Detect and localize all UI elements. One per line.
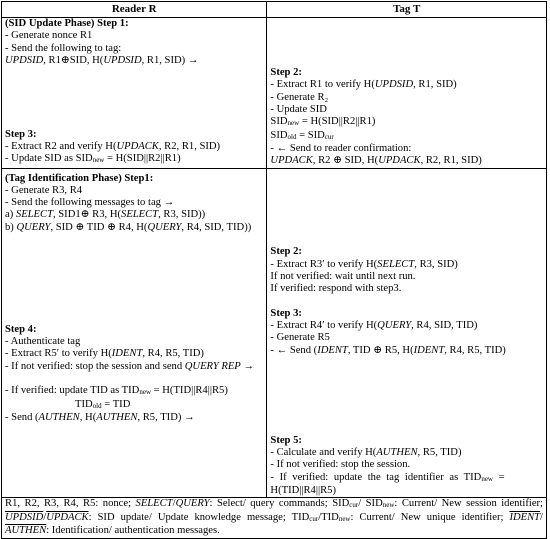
ident-reader-step1-line: - Send the following messages to tag → (5, 197, 175, 209)
ident-tag-step5-line: - Calculate and verify H(AUTHEN, R5, TID) (270, 447, 462, 459)
update-phase-row (2, 18, 547, 169)
update-reader-step1-line: - Generate nonce R1 (5, 30, 93, 42)
ident-reader-step4-line: TIDold = TID (75, 398, 131, 410)
update-phase-reader-cell (2, 18, 267, 169)
ident-tag-step3-line: - Generate R5 (270, 332, 330, 344)
update-reader-step1-line: - Send the following to tag: (5, 42, 122, 54)
footnote-row (2, 498, 547, 539)
ident-reader-step4-line: - Extract R5′ to verify H(IDENT, R4, R5, TID) (5, 348, 204, 360)
update-tag-step2-message: UPDACK, R2 ⊕ SID, H(UPDACK, R2, R1, SID) (270, 155, 482, 167)
update-reader-step3-title: Step 3: (5, 128, 37, 140)
update-tag-step2-line: - Generate R₂ (270, 91, 329, 103)
protocol-table-container (1, 1, 547, 537)
ident-tag-ident-message: - ← Send (IDENT, TID ⊕ R5, H(IDENT, R4, R5, TID) (270, 344, 506, 356)
ident-reader-step1-title: (Tag Identification Phase) Step1: (5, 172, 154, 184)
legend-footnote (2, 498, 547, 539)
ident-tag-step5-line: H(TID||R4||R5) (270, 484, 336, 496)
ident-phase-reader-cell (2, 168, 267, 498)
ident-tag-step2-line: - Extract R3′ to verify H(SELECT, R3, SID) (270, 258, 458, 270)
update-phase-tag-cell (267, 18, 547, 169)
update-tag-step2-line: SIDold = SIDcur (270, 129, 334, 141)
ident-reader-authen-message: - Send (AUTHEN, H(AUTHEN, R5, TID) → (5, 411, 195, 423)
legend-text: R1, R2, R3, R4, R5: nonce; SELECT/QUERY: Select/ query commands; SIDcur/ SIDnew: Current/ New session identifier; UPDSID/UPDACK: SID update/ Update knowledge message; TIDcur/TIDnew: Current/ New unique identifier; IDENT/ AUTHEN: Identification/ authentication messages. (5, 498, 543, 537)
ident-reader-query-message: b) QUERY, SID ⊕ TID ⊕ R4, H(QUERY, R4, SID, TID)) (5, 221, 252, 233)
header-row (2, 2, 547, 18)
ident-tag-step5-line: - If not verified: stop the session. (270, 459, 411, 471)
ident-tag-step2-line: If not verified: wait until next run. (270, 270, 416, 282)
update-reader-step1-title: (SID Update Phase) Step 1: (5, 18, 129, 29)
ident-reader-step4-line: - If not verified: stop the session and send QUERY REP → (5, 360, 255, 372)
update-tag-step2-line: - Extract R1 to verify H(UPDSID, R1, SID) (270, 79, 457, 91)
ident-reader-step1-line: - Generate R3, R4 (5, 184, 83, 196)
ident-reader-step4-line: - Authenticate tag (5, 336, 81, 348)
identification-phase-row (2, 168, 547, 498)
update-tag-step2-line: - ← Send to reader confirmation: (270, 142, 412, 154)
update-tag-step2-line: SIDnew = H(SID||R2||R1) (270, 116, 376, 128)
update-reader-step1-message: UPDSID, R1⊕SID, H(UPDSID, R1, SID) → (5, 54, 199, 66)
protocol-table (1, 1, 547, 539)
update-tag-step2-title: Step 2: (270, 67, 302, 79)
ident-tag-step2-line: If verified: respond with step3. (270, 283, 402, 295)
update-tag-step2-line: - Update SID (270, 104, 327, 116)
ident-tag-step5-line: - If verified: update the tag identifier as TIDnew = (270, 471, 505, 483)
ident-reader-step4-title: Step 4: (5, 323, 37, 335)
reader-column-header: Reader R (2, 2, 267, 18)
ident-tag-step2-title: Step 2: (270, 246, 302, 258)
ident-reader-select-message: a) SELECT, SID1⊕ R3, H(SELECT, R3, SID)) (5, 209, 206, 221)
ident-reader-step4-line: - If verified: update TID as TIDnew = H(TID||R4||R5) (5, 385, 228, 397)
update-reader-step3-line: - Update SID as SIDnew = H(SID||R2||R1) (5, 153, 181, 165)
ident-tag-step3-title: Step 3: (270, 307, 302, 319)
tag-column-header: Tag T (267, 2, 547, 18)
ident-tag-step5-title: Step 5: (270, 434, 302, 446)
update-reader-step3-line: - Extract R2 and verify H(UPDACK, R2, R1, SID) (5, 140, 221, 152)
ident-phase-tag-cell (267, 168, 547, 498)
ident-tag-step3-line: - Extract R4′ to verify H(QUERY, R4, SID, TID) (270, 320, 478, 332)
